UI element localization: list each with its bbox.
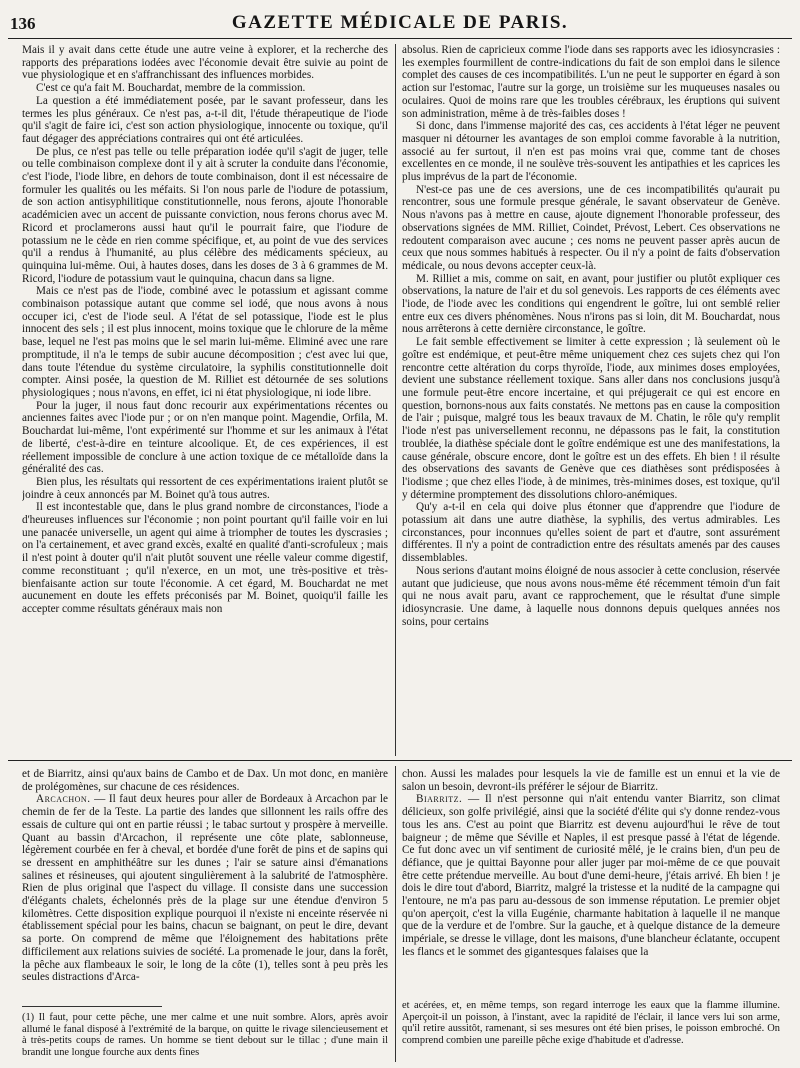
paragraph: Bien plus, les résultats qui ressortent de ces expérimentations iraient plutôt se joindre à ceux annoncés par M. Boinet qu'à tous autres. bbox=[22, 475, 388, 501]
paragraph: Pour la juger, il nous faut donc recourir aux expérimentations récentes ou anciennes faites avec l'iode pur ; or on n'en manque point. Magendie, Orfila, M. Bouchardat lui-même, l'ont expérimenté sur l'homme et sur les animaux à l'état de liberté, c'est-à-dire en teinture alcoolique. Et, de ces expériences, il est réellement impossible de conclure à une action toxique de ce métalloïde dans la généralité des cas. bbox=[22, 399, 388, 476]
section-heading: Arcachon. bbox=[36, 793, 91, 806]
paragraph: C'est ce qu'a fait M. Bouchardat, membre de la commission. bbox=[36, 82, 306, 95]
page-number: 136 bbox=[10, 14, 36, 33]
feuilleton-column-right bbox=[402, 768, 780, 993]
paragraph: Il est incontestable que, dans le plus grand nombre de circonstances, l'iode a d'heureuses influences sur l'économie ; non point pourtant qu'il faille voir en lui une panacée universelle, un agent qui aime à triompher de toutes les dyscrasies ; on l'a certainement, et avec grand excès, exalté en qualité d'anti-scrofuleux ; mais il n'est point à douter qu'il n'ait plutôt souvent une réelle valeur comme digestif, comme reconstituant ; qu'il n'exerce, en un mot, une très-positive et très-bienfaisante action sur toute l'économie. A cet égard, M. Bouchardat ne met aucunement en doute les effets préconisés par M. Boinet, quoiqu'il faille les accepter comme résultats généraux mais non bbox=[22, 501, 388, 615]
footnote-left bbox=[22, 1012, 388, 1066]
paragraph: chon. Aussi les malades pour lesquels la vie de famille est un ennui et la vie de salon un besoin, devront-ils préférer le séjour de Biarritz. bbox=[402, 768, 780, 793]
paragraph: et de Biarritz, ainsi qu'aux bains de Cambo et de Dax. Un mot donc, en manière de prolégomènes, sur chacune de ces résidences. bbox=[22, 768, 388, 793]
header-rule bbox=[8, 38, 792, 39]
section-body: — Il faut deux heures pour aller de Bordeaux à Arcachon par le chemin de fer de la Teste. La partie des landes que sillonnent les rails offre des essais de culture qui ont en partie réussi ; le tabac surtout y prospère à merveille. Quant au bassin d'Arcachon, il représente une côte plate, sablonneuse, légèrement courbée en fer à cheval, et bordée d'une forêt de pins et de sapins qui se dressent en amphithéâtre sur les dunes ; l'air se sature ainsi d'émanations salines et résineuses, qui ajoutent singulièrement à la salubrité de l'atmosphère. Rien de plus original que l'aspect du village. Il consiste dans une succession d'élégants chalets, échelonnés près de la plage sur une étendue d'environ 5 kilomètres. Cette disposition explique pourquoi il n'existe ni enceinte réservée ni établissement spécial pour les bains, chacun se baignant, on peut le dire, devant sa porte. On comprend de même que l'éloignement des habitations prête difficilement aux relations suivies de société. La promenade le jour, dans la forêt, la pêche aux flambeaux le soir, le long de la côte (1), telles sont à peu près les seules distractions d'Arca- bbox=[22, 793, 388, 984]
footnote-text: et acérées, et, en même temps, son regard interroge les eaux que la flamme illumine. Aperçoit-il un poisson, à l'instant, avec la rapidité de l'éclair, il lance vers lui son arme, qu'il retire aussitôt, ramenant, si ses mesures ont été bien prises, le poisson embroché. On comprend combien une pareille pêche exige d'habitude et d'adresse. bbox=[402, 1000, 780, 1046]
main-column-left bbox=[22, 44, 388, 756]
paragraph: absolus. Rien de capricieux comme l'iode dans ses rapports avec les idiosyncrasies : les exemples fourmillent de contre-indications du fait de son emploi dans le silence complet des causes de ces incompatibilités. L'un ne peut le supporter en égard à son action sur l'estomac, l'autre sur la gorge, un troisième sur les muqueuses nasales ou oculaires. Quoi de moins rare que les troubles cérébraux, les éruptions qui suivent son administration, même à de très-faibles doses ! bbox=[402, 44, 780, 120]
paragraph: Mais ce n'est pas de l'iode, combiné avec le potassium et agissant comme combinaison potassique autant que comme sel iodé, que nous avons à nous occuper ici, c'est de l'iode seul. A l'état de sel potassique, l'iode est le plus innocent des sels ; il est plus innocent, moins toxique que le chlorure de la même base, lequel ne l'est pas moins que le sel marin lui-même. Eliminé avec une rare promptitude, il n'a le temps de subir aucune décomposition ; c'est avec lui que, dans toute l'étendue du système circulatoire, la syphilis constitutionnelle doit compter. Ainsi posée, la question de M. Rilliet est détournée de ses solutions physiologiques ; nous n'avons, en effet, ici ni état physiologique, ni iode libre. bbox=[22, 285, 388, 399]
paragraph: Qu'y a-t-il en cela qui doive plus étonner que d'apprendre que l'iodure de potassium ait dans une autre diathèse, la syphilis, des vertus admirables. Les circonstances, pour inconnues qu'elles soient de part et d'autre, sont assurément différentes. Il n'y a point de contradiction entre des résultats amenés par des causes dissemblables. bbox=[402, 501, 780, 565]
paragraph: M. Rilliet a mis, comme on sait, en avant, pour justifier ou plutôt expliquer ces observations, la nature de l'air et du sol genevois. Les rapports de ces éléments avec l'iode, de l'iode avec les conditions qui engendrent le goître, lui ont semblé relier entre eux ces divers phénomènes. Nous n'irons pas si loin, dit M. Bouchardat, nous nous arrêterons à cette dernière circonstance, le goître. bbox=[402, 272, 780, 336]
paragraph: Le fait semble effectivement se limiter à cette expression ; là seulement où le goître est endémique, et peut-être même uniquement chez ces sujets chez qui l'on rencontre cette altération du corps thyroïde, l'iode, aux minimes doses employées, devient une substance réellement toxique. Sans aller dans nos conclusions jusqu'à une formule peut-être encore incertaine, et qui préjugerait ce qui est encore en question, bornons-nous aux faits constatés. Ne mettons pas en cause la composition de l'air ; puisque, malgré tous les beaux travaux de M. Chatin, le rôle qu'y remplit l'iode n'est pas universellement reconnu, ne dépassons pas le fait, la constitution troublée, la diathèse spéciale dont le goître endémique est une des manifestations, la cause générale, obscure encore, dont le goître est un des effets. Eh bien ! il résulte des observations des savants de Genève que ces diathèses sont prédisposées à l'iodisme ; que chez elles l'iode, à de minimes, très-minimes doses, est toxique, qu'il y détermine promptement des dissolutions chloro-anémiques. bbox=[402, 336, 780, 501]
paragraph: La question a été immédiatement posée, par le savant professeur, dans les termes les plus généraux. Ce n'est pas, a-t-il dit, l'étude thérapeutique de l'iode qu'il s'agit de faire ici, c'est son action physiologique, innocente ou toxique, qu'il faut dégager des appréciations contraires qui ont été articulées. bbox=[22, 94, 388, 145]
footnote-rule bbox=[22, 1006, 162, 1007]
section-heading: Biarritz. bbox=[416, 793, 463, 806]
paragraph bbox=[402, 793, 780, 958]
section-body: — Il n'est personne qui n'ait entendu vanter Biarritz, son climat délicieux, son golfe privilégié, ainsi que la société d'élite qui s'y donne rendez-vous tous les ans. C'est au point que Biarritz est devenu aujourd'hui le rêve de tout baigneur ; de même que Séville et Naples, il est presque passé à l'état de légende. Ce fut donc avec un vif sentiment de curiosité mêlé, je le crains bien, d'un peu de défiance, que je quittai Bayonne pour aller juger par moi-même de ce que pouvait être cette prétendue merveille. Au bout d'une demi-heure, j'étais arrivé. Eh bien ! je dois le dire tout d'abord, Biarritz, malgré la tristesse et la nudité de la campagne qui l'entoure, ne m'a pas paru au-dessous de son immense réputation. Le premier objet qu'on aperçoit, c'est la villa Eugénie, charmante habitation à laquelle il ne manque que de la verdure et de l'ombre. Sur la gauche, et à quelque distance de la demeure impériale, se dresse le village, dont les maisons, d'une blancheur éclatante, occupent les flancs et le sommet des gigantesques falaises que la bbox=[402, 793, 780, 958]
paragraph: De plus, ce n'est pas telle ou telle préparation iodée qu'il s'agit de juger, telle ou telle combinaison complexe dont il y ait à scruter la conduite dans l'économie, c'est l'iode, l'iode libre, en dehors de toute combinaison, dont il est nécessaire de formuler les qualités ou les méfaits. Si l'on nous parle de l'iodure de potassium, de son action antisyphilitique constitutionnelle, nous ferons, ajoute l'honorable académicien avec un accent de puissante conviction, nous ferons chorus avec M. Ricord et proclamerons aussi haut qu'il le pourrait faire, que l'iodure de potassium ne le cède en rien comme spécifique, et, au point de vue des services qu'il a rendus à l'humanité, au plus célèbre des médicaments spécieux, au quinquina lui-même. Oui, à hautes doses, dans les doses de 3 à 6 grammes de M. Ricord, l'iodure de potassium vaut le quinquina, chacun dans sa ligne. bbox=[22, 145, 388, 285]
column-divider bbox=[395, 44, 396, 756]
paragraph: Si donc, dans l'immense majorité des cas, ces accidents à l'état léger ne peuvent masquer ni détourner les avantages de son emploi comme favorable à la nutrition, associé au fer surtout, il n'en est pas moins vrai que, comme tant de choses excellentes en ce monde, il ne soulève très-souvent les antipathies et les caprices les plus imprévus de la part de l'économie. bbox=[402, 120, 780, 184]
page-header bbox=[0, 0, 800, 36]
feuilleton-rule bbox=[8, 760, 792, 761]
paragraph: N'est-ce pas une de ces aversions, une de ces incompatibilités qu'aurait pu rencontrer, sous une formule presque générale, le savant observateur de Genève. Nous n'avons pas à mettre en cause, ajoute dignement l'honorable professeur, des observations signées de MM. Rilliet, Coindet, Prévost, Lebert. Ces observations ne redoutent comparaison avec aucune ; ces noms ne peuvent passer après aucun de ceux que nous sommes habitués à respecter. Ou il n'y a point de faits d'observation médicale, ou nous devons accepter ceux-là. bbox=[402, 183, 780, 272]
paragraph: Mais il y avait dans cette étude une autre veine à explorer, et la recherche des rapports des préparations iodées avec l'économie devait être suivie au point de vue physiologique et en s'affranchissant des influences morbides. bbox=[22, 44, 388, 82]
journal-title: GAZETTE MÉDICALE DE PARIS. bbox=[231, 12, 569, 33]
main-column-right bbox=[402, 44, 780, 756]
feuilleton-column-left bbox=[22, 768, 388, 993]
paragraph: Nous serions d'autant moins éloigné de nous associer à cette conclusion, réservée autant que judicieuse, que nous avons nous-même été récemment témoin d'un fait qui ne nous avait paru, avant ce rapprochement, que le résultat d'une simple idiosyncrasie. Une dame, à laquelle nous donnons depuis quelques années nos soins, pour certains bbox=[402, 564, 780, 628]
footnote-right bbox=[402, 1000, 780, 1066]
column-divider bbox=[395, 766, 396, 1062]
footnote-text: (1) Il faut, pour cette pêche, une mer calme et une nuit sombre. Alors, après avoir allumé le fanal disposé à l'extrémité de la barque, on quitte le rivage silencieusement et à très-petits coups de rames. Un homme se tient debout sur le tillac ; d'une main il brandit une longue fourche aux dents fines bbox=[22, 1012, 388, 1058]
paragraph bbox=[22, 793, 388, 984]
